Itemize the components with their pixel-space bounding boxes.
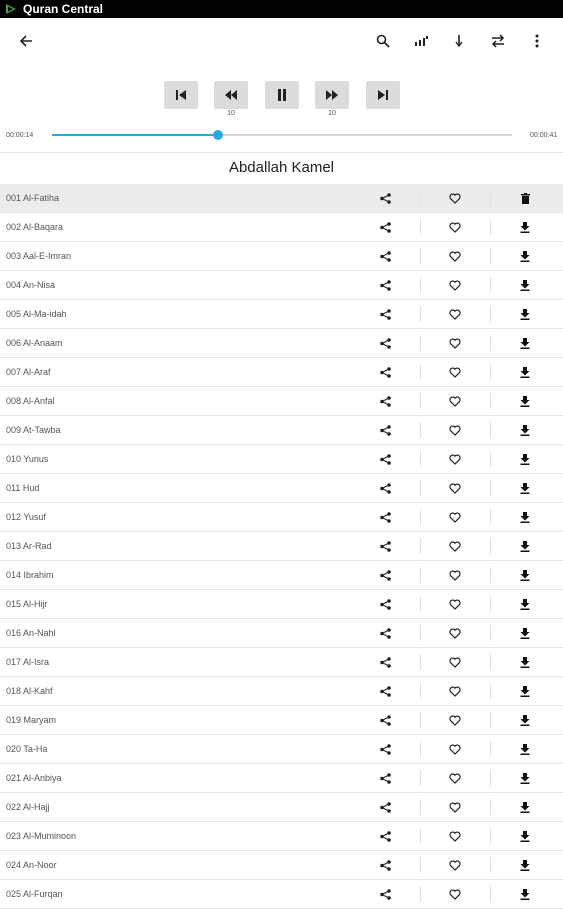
fast-forward-icon (326, 90, 338, 100)
swap-icon[interactable] (487, 30, 509, 52)
column-divider (490, 509, 491, 525)
heart-outline-icon[interactable] (446, 479, 464, 497)
column-divider (420, 190, 421, 206)
share-icon[interactable] (376, 421, 394, 439)
column-divider (490, 828, 491, 844)
heart-outline-icon[interactable] (446, 189, 464, 207)
share-icon[interactable] (376, 537, 394, 555)
surah-name: 010 Yunus (6, 454, 49, 464)
download-icon[interactable] (516, 247, 534, 265)
column-divider (420, 654, 421, 670)
share-icon[interactable] (376, 711, 394, 729)
column-divider (490, 393, 491, 409)
column-divider (490, 567, 491, 583)
surah-row[interactable] (0, 590, 563, 619)
share-icon[interactable] (376, 856, 394, 874)
download-icon[interactable] (516, 218, 534, 236)
surah-name: 013 Ar-Rad (6, 541, 52, 551)
share-icon[interactable] (376, 392, 394, 410)
surah-list (0, 184, 563, 909)
surah-row[interactable] (0, 474, 563, 503)
surah-row[interactable] (0, 677, 563, 706)
heart-outline-icon[interactable] (446, 885, 464, 903)
download-icon[interactable] (516, 682, 534, 700)
column-divider (490, 770, 491, 786)
download-icon[interactable] (516, 827, 534, 845)
surah-row[interactable] (0, 387, 563, 416)
heart-outline-icon[interactable] (446, 624, 464, 642)
share-icon[interactable] (376, 334, 394, 352)
surah-row[interactable] (0, 561, 563, 590)
surah-name: 011 Hud (6, 483, 40, 493)
surah-name: 008 Al-Anfal (6, 396, 55, 406)
surah-name: 022 Al-Hajj (6, 802, 50, 812)
column-divider (490, 190, 491, 206)
heart-outline-icon[interactable] (446, 769, 464, 787)
column-divider (490, 422, 491, 438)
heart-outline-icon[interactable] (446, 537, 464, 555)
download-icon[interactable] (516, 450, 534, 468)
surah-row[interactable] (0, 416, 563, 445)
surah-name: 023 Al-Muminoon (6, 831, 77, 841)
download-icon[interactable] (516, 711, 534, 729)
surah-row[interactable] (0, 532, 563, 561)
download-icon[interactable] (516, 595, 534, 613)
download-icon[interactable] (516, 769, 534, 787)
share-icon[interactable] (376, 218, 394, 236)
surah-row[interactable] (0, 735, 563, 764)
surah-row[interactable] (0, 184, 563, 213)
total-time: 00:00:41 (530, 132, 558, 139)
download-icon[interactable] (516, 305, 534, 323)
download-icon[interactable] (516, 740, 534, 758)
surah-row[interactable] (0, 793, 563, 822)
column-divider (490, 364, 491, 380)
download-icon[interactable] (516, 334, 534, 352)
share-icon[interactable] (376, 682, 394, 700)
seek-bar-progress (52, 134, 218, 136)
surah-name: 024 An-Noor (6, 860, 57, 870)
share-icon[interactable] (376, 479, 394, 497)
share-icon[interactable] (376, 189, 394, 207)
download-icon[interactable] (516, 653, 534, 671)
surah-row[interactable] (0, 706, 563, 735)
column-divider (420, 683, 421, 699)
surah-name: 020 Ta-Ha (6, 744, 48, 754)
download-all-icon[interactable] (448, 30, 470, 52)
surah-name: 016 An-Nahl (6, 628, 56, 638)
surah-row[interactable] (0, 213, 563, 242)
download-icon[interactable] (516, 508, 534, 526)
heart-outline-icon[interactable] (446, 856, 464, 874)
column-divider (420, 335, 421, 351)
column-divider (420, 451, 421, 467)
column-divider (490, 741, 491, 757)
column-divider (490, 857, 491, 873)
pause-icon (277, 89, 287, 101)
surah-name: 001 Al-Fatiha (6, 193, 60, 203)
surah-row[interactable] (0, 242, 563, 271)
share-icon[interactable] (376, 740, 394, 758)
column-divider (420, 219, 421, 235)
share-icon[interactable] (376, 276, 394, 294)
share-icon[interactable] (376, 247, 394, 265)
arrow-back-icon[interactable] (15, 30, 37, 52)
surah-name: 019 Maryam (6, 715, 57, 725)
surah-row[interactable] (0, 329, 563, 358)
column-divider (490, 248, 491, 264)
heart-outline-icon[interactable] (446, 508, 464, 526)
skip-previous-icon (175, 89, 187, 101)
share-icon[interactable] (376, 363, 394, 381)
download-icon[interactable] (516, 363, 534, 381)
share-icon[interactable] (376, 653, 394, 671)
delete-icon[interactable] (516, 189, 534, 207)
share-icon[interactable] (376, 305, 394, 323)
heart-outline-icon[interactable] (446, 247, 464, 265)
heart-outline-icon[interactable] (446, 711, 464, 729)
download-icon[interactable] (516, 479, 534, 497)
download-icon[interactable] (516, 798, 534, 816)
surah-row[interactable] (0, 880, 563, 909)
surah-name: 006 Al-Anaam (6, 338, 63, 348)
column-divider (420, 799, 421, 815)
column-divider (420, 741, 421, 757)
rewind-button[interactable] (214, 81, 248, 109)
column-divider (420, 364, 421, 380)
heart-outline-icon[interactable] (446, 392, 464, 410)
skip-next-icon (377, 89, 389, 101)
column-divider (420, 480, 421, 496)
column-divider (420, 596, 421, 612)
surah-name: 015 Al-Hijr (6, 599, 48, 609)
download-icon[interactable] (516, 624, 534, 642)
download-icon[interactable] (516, 421, 534, 439)
column-divider (420, 509, 421, 525)
column-divider (490, 654, 491, 670)
heart-outline-icon[interactable] (446, 305, 464, 323)
surah-row[interactable] (0, 271, 563, 300)
surah-name: 021 Al-Anbiya (6, 773, 62, 783)
seek-bar[interactable] (52, 134, 512, 136)
surah-name: 014 Ibrahim (6, 570, 54, 580)
column-divider (420, 306, 421, 322)
toolbar (0, 18, 563, 64)
surah-name: 017 Al-Isra (6, 657, 50, 667)
surah-row[interactable] (0, 764, 563, 793)
column-divider (490, 712, 491, 728)
audio-player (0, 64, 563, 152)
rewind-icon (225, 90, 237, 100)
surah-name: 004 An-Nisa (6, 280, 56, 290)
column-divider (490, 625, 491, 641)
surah-row[interactable] (0, 619, 563, 648)
column-divider (490, 277, 491, 293)
heart-outline-icon[interactable] (446, 653, 464, 671)
share-icon[interactable] (376, 885, 394, 903)
column-divider (490, 799, 491, 815)
surah-name: 018 Al-Kahf (6, 686, 53, 696)
app-title: Quran Central (23, 2, 104, 16)
surah-row[interactable] (0, 358, 563, 387)
reciter-name: Abdallah Kamel (228, 159, 335, 176)
column-divider (420, 770, 421, 786)
column-divider (420, 712, 421, 728)
surah-row[interactable] (0, 822, 563, 851)
title-bar (0, 0, 563, 18)
column-divider (490, 480, 491, 496)
share-icon[interactable] (376, 508, 394, 526)
surah-row[interactable] (0, 300, 563, 329)
more-vert-icon[interactable] (526, 30, 548, 52)
heart-outline-icon[interactable] (446, 218, 464, 236)
column-divider (420, 857, 421, 873)
surah-name: 007 Al-Araf (6, 367, 51, 377)
heart-outline-icon[interactable] (446, 276, 464, 294)
column-divider (420, 538, 421, 554)
heart-outline-icon[interactable] (446, 740, 464, 758)
surah-name: 009 At-Tawba (6, 425, 61, 435)
heart-outline-icon[interactable] (446, 450, 464, 468)
column-divider (420, 277, 421, 293)
column-divider (490, 219, 491, 235)
share-icon[interactable] (376, 595, 394, 613)
surah-row[interactable] (0, 851, 563, 880)
surah-name: 002 Al-Baqara (6, 222, 64, 232)
column-divider (420, 393, 421, 409)
share-icon[interactable] (376, 769, 394, 787)
heart-outline-icon[interactable] (446, 421, 464, 439)
download-icon[interactable] (516, 276, 534, 294)
surah-name: 003 Aal-E-Imran (6, 251, 72, 261)
column-divider (490, 306, 491, 322)
skip-previous-button[interactable] (164, 81, 198, 109)
surah-row[interactable] (0, 445, 563, 474)
share-icon[interactable] (376, 827, 394, 845)
forward-seconds-label: 10 (328, 110, 336, 117)
pause-button[interactable] (265, 81, 299, 109)
surah-name: 005 Al-Ma-idah (6, 309, 67, 319)
surah-row[interactable] (0, 503, 563, 532)
download-icon[interactable] (516, 856, 534, 874)
surah-name: 012 Yusuf (6, 512, 46, 522)
divider (0, 152, 563, 153)
column-divider (490, 538, 491, 554)
share-icon[interactable] (376, 624, 394, 642)
column-divider (420, 248, 421, 264)
download-icon[interactable] (516, 392, 534, 410)
share-icon[interactable] (376, 566, 394, 584)
column-divider (490, 451, 491, 467)
heart-outline-icon[interactable] (446, 334, 464, 352)
rewind-seconds-label: 10 (227, 110, 235, 117)
fast-forward-button[interactable] (315, 81, 349, 109)
share-icon[interactable] (376, 798, 394, 816)
sort-icon[interactable] (410, 30, 432, 52)
download-icon[interactable] (516, 566, 534, 584)
skip-next-button[interactable] (366, 81, 400, 109)
download-icon[interactable] (516, 537, 534, 555)
column-divider (490, 335, 491, 351)
heart-outline-icon[interactable] (446, 798, 464, 816)
heart-outline-icon[interactable] (446, 363, 464, 381)
seek-bar-thumb[interactable] (213, 130, 223, 140)
column-divider (490, 683, 491, 699)
surah-row[interactable] (0, 648, 563, 677)
column-divider (420, 625, 421, 641)
heart-outline-icon[interactable] (446, 827, 464, 845)
column-divider (490, 596, 491, 612)
download-icon[interactable] (516, 885, 534, 903)
column-divider (420, 567, 421, 583)
column-divider (420, 422, 421, 438)
heart-outline-icon[interactable] (446, 595, 464, 613)
search-icon[interactable] (372, 30, 394, 52)
heart-outline-icon[interactable] (446, 682, 464, 700)
column-divider (420, 828, 421, 844)
app-logo-icon (4, 3, 18, 15)
heart-outline-icon[interactable] (446, 566, 464, 584)
elapsed-time: 00:00:14 (6, 132, 34, 139)
surah-name: 025 Al-Furqan (6, 889, 63, 899)
share-icon[interactable] (376, 450, 394, 468)
